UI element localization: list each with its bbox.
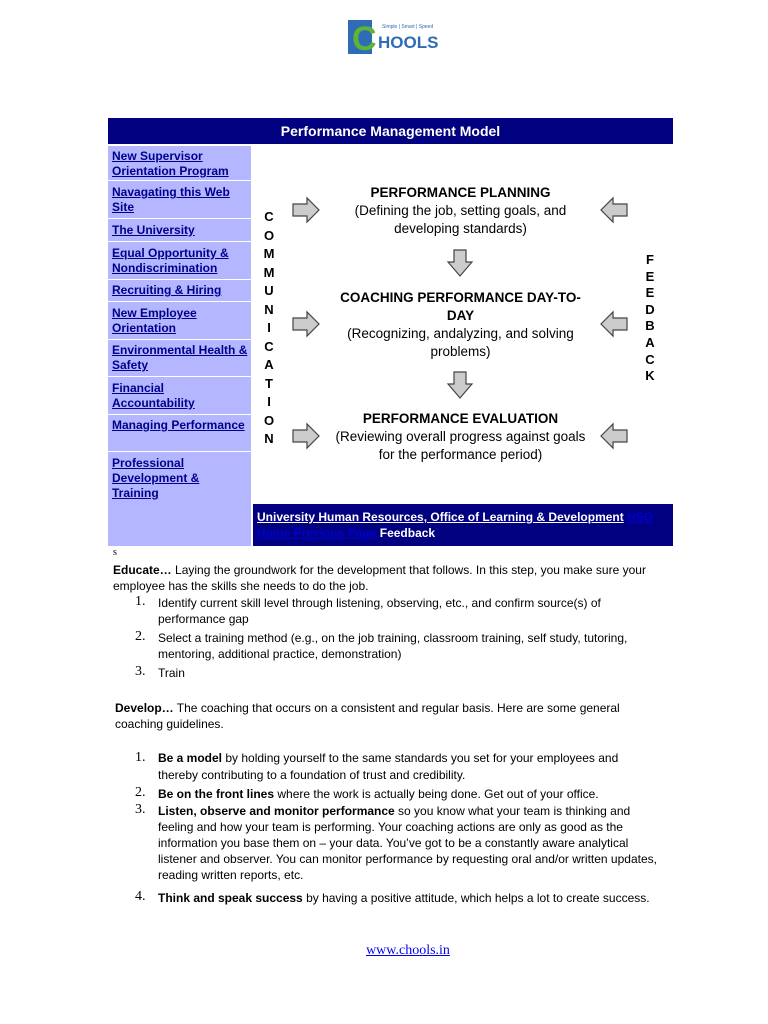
communication-label: C O M M U N I C A T I O N (263, 209, 275, 446)
nav-link-professional[interactable]: Professional Development & Training (112, 456, 200, 500)
nav-link-new-employee[interactable]: New Employee Orientation (112, 306, 197, 335)
feedback-label: F E E D B A C K (645, 252, 655, 384)
educate-paragraph (113, 562, 658, 594)
nav-divider (108, 218, 251, 219)
arrow-left-icon (599, 310, 629, 338)
list-item: 3. Listen, observe and monitor performance so you know what your team is thinking and feeling and how your team is performing. Your coaching actions are only as good as the information you base them on – your data. You’ve got to be a constantly aware analytical listener and observer. You can monitor performance by requesting oral and/or written updates, reading written reports, etc. (135, 802, 657, 882)
list-item: 2. Be on the front lines where the work is actually being done. Get out of your office. (135, 785, 599, 801)
develop-text: The coaching that occurs on a consistent and regular basis. Here are some general coaching guidelines. (115, 701, 620, 731)
performance-model-panel (108, 118, 673, 546)
nav-link-environmental[interactable]: Environmental Health & Safety (112, 343, 248, 372)
arrow-left-icon (599, 422, 629, 450)
nav-link-managing[interactable]: Managing Performance (112, 418, 245, 432)
chools-logo (348, 20, 439, 58)
logo-tagline: Simple | Smart | Speed (382, 24, 434, 30)
stray-character: s (113, 547, 117, 558)
nav-divider (108, 339, 251, 340)
model-diagram (253, 146, 673, 502)
office-link[interactable]: University Human Resources, Office of Learning & Development (257, 510, 624, 524)
planning-description: (Defining the job, setting goals, and developing standards) (354, 203, 567, 236)
nav-link-university[interactable]: The University (112, 223, 195, 237)
develop-lead: Develop… (115, 701, 174, 715)
coaching-description: (Recognizing, andalyzing, and solving problems) (347, 326, 574, 359)
logo-letter: C (352, 20, 377, 58)
model-footer (253, 504, 673, 546)
performance-evaluation (333, 410, 588, 464)
nav-link-equal-opportunity[interactable]: Equal Opportunity & Nondiscrimination (112, 246, 229, 275)
educate-lead: Educate… (113, 563, 172, 577)
planning-heading: PERFORMANCE PLANNING (370, 185, 551, 200)
evaluation-heading: PERFORMANCE EVALUATION (362, 411, 559, 426)
hso-home-previous-links[interactable]: HSO Home Previous Page (257, 510, 654, 540)
arrow-left-icon (599, 196, 629, 224)
educate-list (130, 595, 660, 684)
arrow-down-icon (446, 248, 474, 278)
evaluation-description: (Reviewing overall progress against goals for the performance period) (335, 429, 586, 462)
nav-divider (108, 241, 251, 242)
nav-divider (108, 451, 251, 452)
educate-text: Laying the groundwork for the development that follows. In this step, you make sure your employee has the skills she needs to do the job. (113, 563, 646, 593)
nav-divider (108, 376, 251, 377)
arrow-right-icon (291, 310, 321, 338)
nav-link-financial[interactable]: Financial Accountability (112, 381, 195, 410)
arrow-right-icon (291, 196, 321, 224)
arrow-right-icon (291, 422, 321, 450)
list-item: 4. Think and speak success by having a positive attitude, which helps a lot to create success. (135, 889, 650, 905)
list-item: 2. Select a training method (e.g., on the job training, classroom training, self study, tutoring, mentoring, additional practice, demonstration) (135, 629, 628, 661)
list-item: 1. Identify current skill level through listening, observing, etc., and confirm source(s) of performance gap (135, 594, 601, 626)
nav-link-navigating[interactable]: Navagating this Web Site (112, 185, 230, 214)
nav-link-new-supervisor[interactable]: New Supervisor Orientation Program (112, 149, 229, 178)
nav-divider (108, 180, 251, 181)
coaching-heading: COACHING PERFORMANCE DAY-TO-DAY (340, 290, 581, 323)
website-link[interactable]: www.chools.in (366, 943, 450, 958)
develop-paragraph (115, 700, 660, 732)
develop-list (130, 750, 660, 910)
nav-divider (108, 279, 251, 280)
nav-divider (108, 414, 251, 415)
arrow-down-icon (446, 370, 474, 400)
list-item: 3. Train (135, 664, 185, 680)
coaching-performance (333, 289, 588, 361)
model-title: Performance Management Model (108, 118, 673, 144)
sidebar-nav (108, 146, 251, 546)
feedback-link[interactable]: Feedback (379, 526, 436, 540)
nav-divider (108, 301, 251, 302)
logo-text: HOOLS (378, 33, 439, 52)
nav-link-recruiting[interactable]: Recruiting & Hiring (112, 283, 222, 297)
list-item: 1. Be a model by holding yourself to the same standards you set for your employees and thereby contributing to a foundation of trust and credibility. (135, 750, 619, 782)
performance-planning (333, 184, 588, 238)
